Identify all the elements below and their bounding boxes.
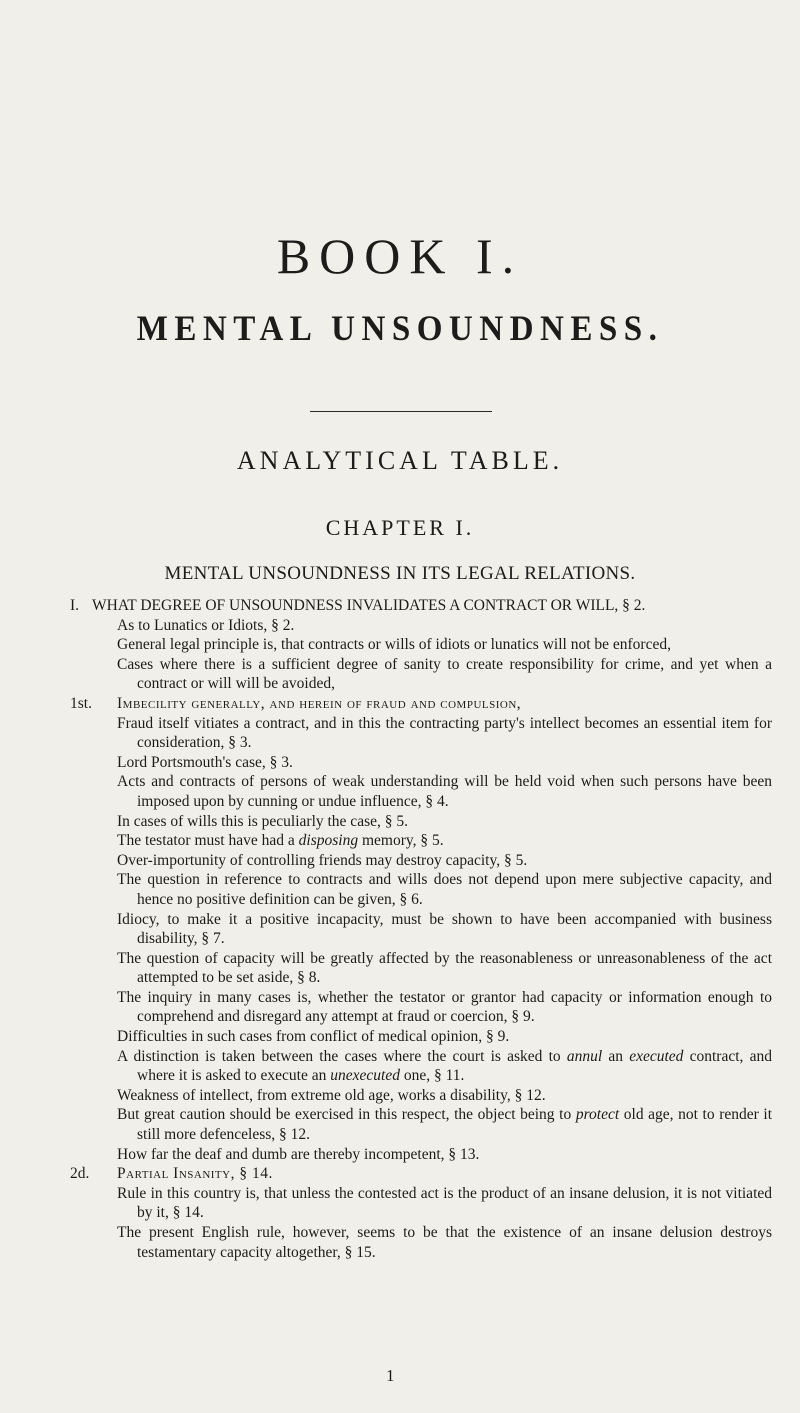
list-item: Idiocy, to make it a positive incapacity, must be shown to have been accompanied with business disability, § 7. xyxy=(117,910,772,948)
list-item: Difficulties in such cases from conflict of medical opinion, § 9. xyxy=(117,1028,510,1046)
list-item: As to Lunatics or Idiots, § 2. xyxy=(117,616,295,634)
book-title: BOOK I. xyxy=(276,228,524,284)
list-item xyxy=(92,831,772,851)
italic-text: protect xyxy=(575,1106,620,1124)
list-item: The present English rule, however, seems to be that the existence of an insane delusion destroys testamentary capacity altogether, § 15. xyxy=(117,1224,772,1261)
subsection-number: 1st. xyxy=(70,694,92,712)
title-divider xyxy=(310,411,492,412)
list-item: The question of capacity will be greatly affected by the reasonableness or unreasonableness of the act attempted to be set aside, § 8. xyxy=(117,949,772,987)
section-heading-text: WHAT DEGREE OF UNSOUNDNESS INVALIDATES A CONTRACT OR WILL, § 2. xyxy=(92,597,646,614)
subsection-heading xyxy=(70,1164,772,1184)
text-run: old age, not to render it still more defenceless, § 12. xyxy=(137,1106,773,1144)
section-heading xyxy=(70,596,772,616)
text-run: But great caution should be exercised in this respect, the object being to xyxy=(117,1106,576,1124)
subsection-heading-text: Partial Insanity, § 14. xyxy=(117,1165,273,1183)
list-item: The inquiry in many cases is, whether the testator or grantor had capacity or information enough to comprehend and disregard any attempt at fraud or coercion, § 9. xyxy=(117,988,772,1026)
list-item: Weakness of intellect, from extreme old age, works a disability, § 12. xyxy=(117,1086,546,1104)
text-run: contract, and where it is asked to execute an xyxy=(137,1047,772,1085)
text-run: memory, § 5. xyxy=(358,832,444,850)
text-run: The testator must have had a xyxy=(117,832,299,850)
book-subtitle: MENTAL UNSOUNDNESS. xyxy=(136,308,664,348)
list-item: The question in reference to contracts and wills does not depend upon mere subjective capacity, and hence no positive definition can be given, § 6. xyxy=(117,871,772,908)
italic-text: annul xyxy=(566,1047,603,1065)
list-item xyxy=(92,1105,772,1144)
chapter-subtitle: MENTAL UNSOUNDNESS IN ITS LEGAL RELATIONS. xyxy=(164,563,636,584)
text-run: an xyxy=(602,1047,630,1065)
chapter-title: CHAPTER I. xyxy=(325,515,475,540)
list-item xyxy=(92,1047,772,1086)
italic-text: unexecuted xyxy=(330,1067,400,1085)
text-run: one, § 11. xyxy=(399,1067,465,1085)
section-number: I. xyxy=(70,597,80,614)
list-item: Lord Portsmouth's case, § 3. xyxy=(117,753,293,771)
page-number: 1 xyxy=(386,1366,395,1385)
list-item: How far the deaf and dumb are thereby incompetent, § 13. xyxy=(117,1145,480,1163)
list-item: Rule in this country is, that unless the contested act is the product of an insane delusion, it is not vitiated by it, § 14. xyxy=(117,1184,772,1222)
subsection-heading xyxy=(70,694,772,714)
analytical-table-entries xyxy=(70,596,773,1262)
list-item: Over-importunity of controlling friends may destroy capacity, § 5. xyxy=(117,851,528,869)
list-item: General legal principle is, that contracts or wills of idiots or lunatics will not be enforced, xyxy=(117,636,671,654)
analytical-table-title: ANALYTICAL TABLE. xyxy=(236,446,564,475)
list-item: In cases of wills this is peculiarly the case, § 5. xyxy=(117,812,408,830)
list-item: Cases where there is a sufficient degree of sanity to create responsibility for crime, and yet when a contract or will will be avoided, xyxy=(117,655,772,693)
text-run: A distinction is taken between the cases where the court is asked to xyxy=(117,1047,567,1065)
list-item: Fraud itself vitiates a contract, and in this the contracting party's intellect becomes an essential item for consideration, § 3. xyxy=(117,714,772,752)
italic-text: executed xyxy=(629,1047,684,1065)
italic-text: disposing xyxy=(298,832,359,850)
subsection-heading-text: Imbecility generally, and herein of fraud and compulsion, xyxy=(117,694,522,712)
list-item: Acts and contracts of persons of weak understanding will be held void when such persons have been imposed upon by cunning or undue influence, § 4. xyxy=(117,773,772,810)
subsection-number: 2d. xyxy=(70,1165,90,1183)
